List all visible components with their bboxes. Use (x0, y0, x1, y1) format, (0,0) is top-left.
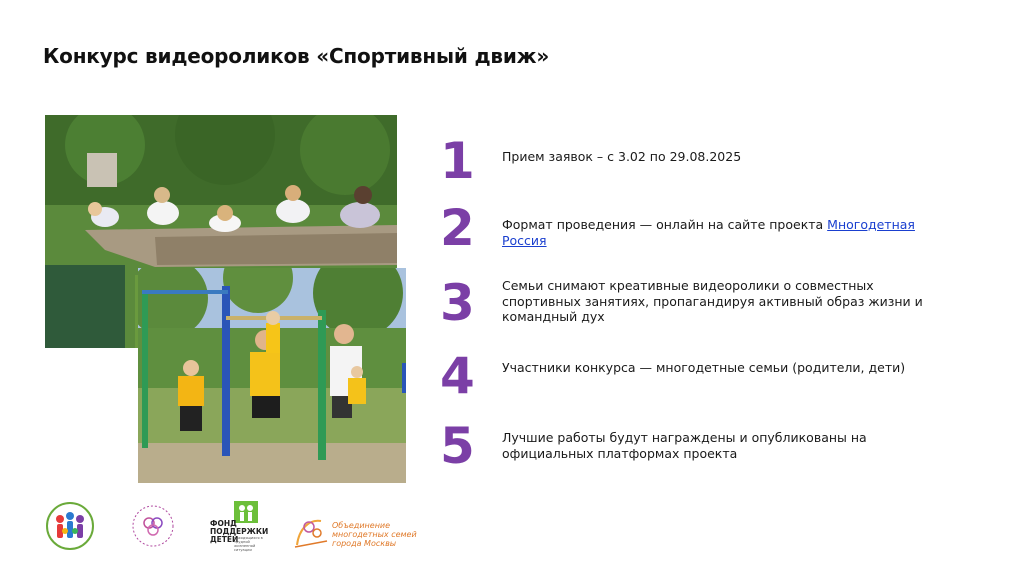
logo-obedinenie-emblem (291, 511, 331, 551)
logo-family-circle (44, 501, 96, 551)
logo-fund-subtext: находящихся в трудной жизненной ситуации (234, 536, 263, 552)
logo-ob-line-2: многодетных семей (332, 530, 417, 539)
step-1-number: 1 (440, 132, 475, 190)
step-5-text: Лучшие работы будут награждены и опубликованы на официальных платформах проекта (502, 430, 867, 461)
page-title: Конкурс видеороликов «Спортивный движ» (43, 44, 550, 68)
mnogodetnaya-rossiya-link[interactable]: Многодетная Россия (502, 217, 915, 248)
step-2-text-prefix: Формат проведения — онлайн на сайте проекта (502, 217, 828, 232)
logo-fund-line-2: ПОДДЕРЖКИ (210, 527, 269, 536)
photo-family-pullup-bars (138, 268, 406, 483)
logo-mnogodetnaya-rossiya (127, 503, 179, 549)
step-5-number: 5 (440, 417, 475, 475)
logo-ob-line-1: Объединение (332, 521, 391, 530)
logo-fund-line-3: ДЕТЕЙ (210, 535, 239, 544)
step-4-number: 4 (440, 347, 475, 405)
step-1-text: Прием заявок – с 3.02 по 29.08.2025 (502, 149, 742, 164)
step-2-number: 2 (440, 199, 475, 257)
logo-obedinenie-text (332, 521, 417, 548)
step-3-text: Семьи снимают креативные видеоролики о совместных спортивных занятиях, пропагандируя активный образ жизни и командный дух (502, 278, 923, 324)
logo-fund-line-1: ФОНД (210, 519, 237, 528)
step-3-number: 3 (440, 274, 475, 332)
step-4-text: Участники конкурса — многодетные семьи (родители, дети) (502, 360, 906, 375)
step-2-text (502, 217, 942, 248)
logo-ob-line-3: города Москвы (332, 539, 397, 548)
